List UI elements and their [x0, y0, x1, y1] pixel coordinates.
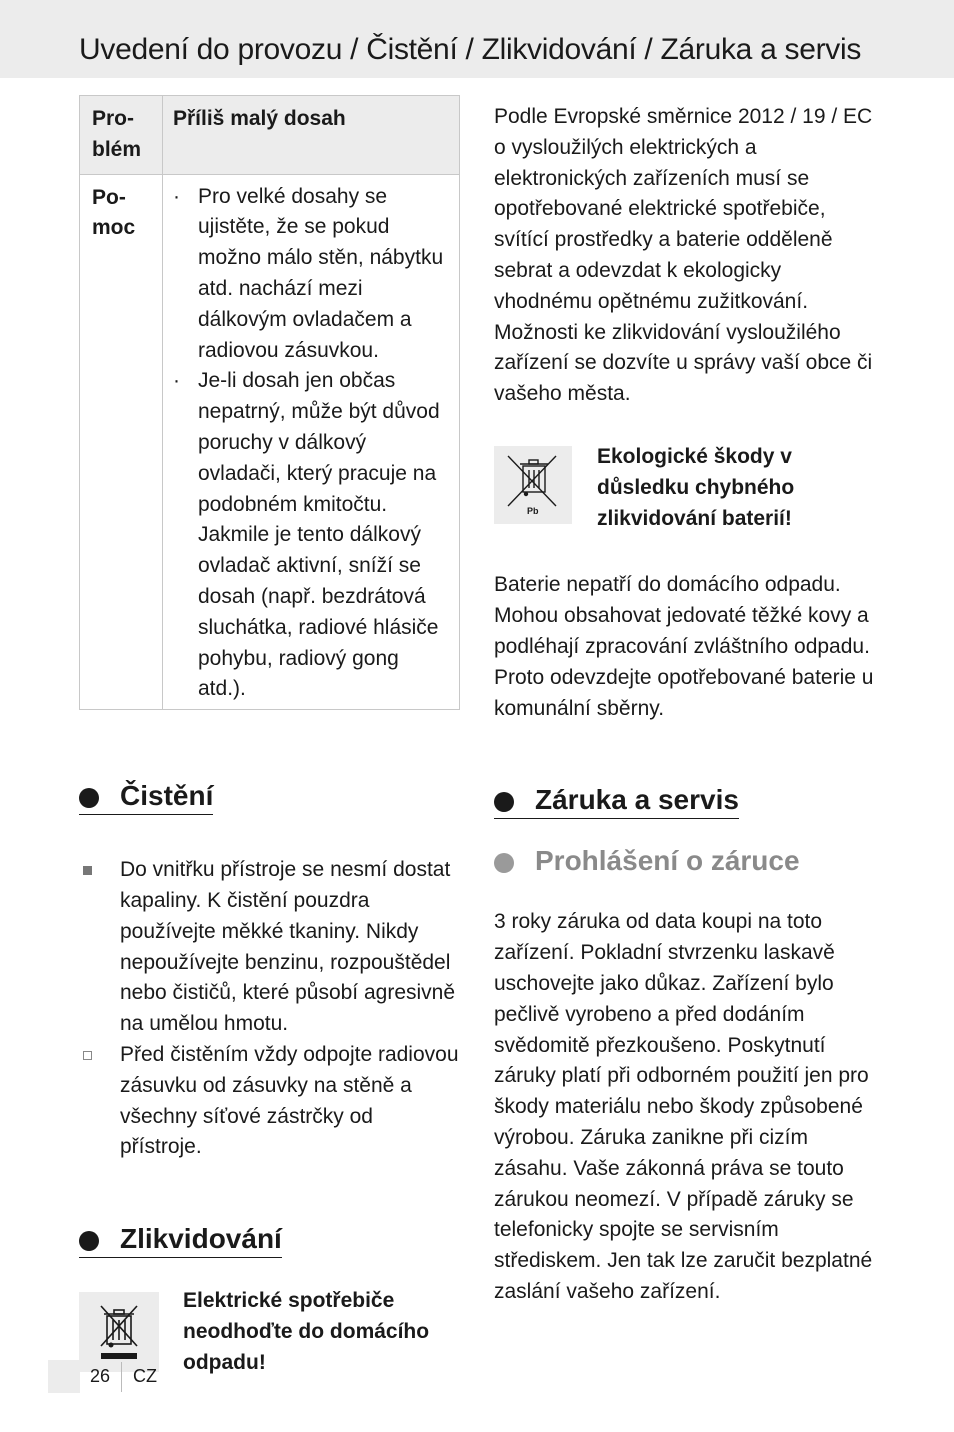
- trouble-table: [79, 95, 460, 710]
- square-bullet-icon: [83, 866, 92, 875]
- right-column: [494, 102, 878, 1308]
- crossed-out-wheelie-bin-icon: [79, 1292, 159, 1372]
- table-row: [80, 96, 460, 175]
- battery-notice: [494, 446, 878, 534]
- battery-paragraph: Baterie nepatří do domácího odpadu. Mohou obsahovat jedovaté těžké kovy a podléhají zpracování zvláštního odpadu. Proto odevzdejte opotřebované baterie u komunální sběrny.: [494, 573, 874, 720]
- heading-bullet-icon: [79, 788, 99, 808]
- footer-box: [48, 1360, 80, 1393]
- list-item: · Je-li dosah jen občas nepatrný, může být důvod poruchy v dálkový ovladači, který pracuje na podobném kmitočtu. Jakmile je tento dálkový ovladač aktivní, sníží se dosah (např. bezdrátová sluchátka, radiové hlásiče pohybu, radiový gong atd.).: [173, 366, 451, 705]
- cleaning-section: [79, 780, 460, 1163]
- footer-divider: [121, 1362, 122, 1392]
- page-title: Uvedení do provozu / Čistění / Zlikvidování / Záruka a servis: [79, 33, 862, 66]
- language-code: CZ: [133, 1366, 157, 1386]
- disposal-warning: Elektrické spotřebiče neodhoďte do domácího odpadu!: [183, 1289, 430, 1374]
- list-item: Do vnitřku přístroje se nesmí dostat kapaliny. K čistění pouzdra používejte měkké tkaniny. Nikdy nepoužívejte benzinu, rozpouštědel nebo čističů, které působí agresivně na umělou hmotu.: [79, 855, 460, 1040]
- cleaning-heading: Čistění: [79, 780, 213, 815]
- list-item: Před čistěním vždy odpojte radiovou zásuvku od zásuvky na stěně a všechny síťové zástrčky od přístroje.: [79, 1040, 460, 1163]
- disposal-heading: Zlikvidování: [79, 1223, 282, 1258]
- list-item: · Pro velké dosahy se ujistěte, že se pokud možno málo stěn, nábytku atd. nachází mezi dálkovým ovladačem a radiovou zásuvkou.: [173, 182, 451, 367]
- warranty-paragraph: 3 roky záruka od data koupi na toto zařízení. Pokladní stvrzenku laskavě uschovejte jako důkaz. Zařízení bylo pečlivě vyrobeno a před dodáním svědomitě přezkoušeno. Poskytnutí záruky platí při odborném použití jen pro škody materiálu nebo škody způsobené výrobou. Záruka zanikne při cizím zásahu. Vaše zákonná práva se touto zárukou neomezí. V případě záruky se telefonicky spojte se servisním střediskem. Jen tak lze zaručit bezplatné zaslání vašeho zařízení.: [494, 910, 873, 1303]
- table-row: [80, 174, 460, 710]
- solution-list: [173, 182, 451, 706]
- checkbox-square-icon: [83, 1051, 92, 1060]
- bullet-dot: ·: [173, 184, 180, 208]
- cleaning-list: [79, 855, 460, 1163]
- solution-label: Po- moc: [80, 174, 163, 710]
- left-column: [79, 95, 460, 1379]
- subheading-bullet-icon: [494, 853, 514, 873]
- problem-label: Pro- blém: [80, 96, 163, 175]
- problem-text: Příliš malý dosah: [163, 96, 460, 175]
- heading-bullet-icon: [494, 792, 514, 812]
- page-number: 26: [90, 1366, 111, 1386]
- disposal-section: [79, 1223, 460, 1378]
- crossed-out-bin-pb-icon: [494, 446, 572, 524]
- warranty-section: [494, 784, 878, 1307]
- warranty-heading: Záruka a servis: [494, 784, 739, 819]
- solution-cell: [163, 174, 460, 710]
- warranty-subheading: Prohlášení o záruce: [494, 845, 878, 877]
- heading-bullet-icon: [79, 1231, 99, 1251]
- directive-paragraph: Podle Evropské směrnice 2012 / 19 / EC o vysloužilých elektrických a elektronických zařízeních musí se opotřebované elektrické spotřebiče, svítící prostředky a baterie odděleně sebrat a odevzdat k ekologicky vhodnému opětnému zužitkování. Možnosti ke zlikvidování vysloužilého zařízení se dozvíte u správy vaší obce či vašeho města.: [494, 105, 873, 406]
- battery-warning: Ekologické škody v důsledku chybného zlikvidování baterií!: [597, 444, 795, 530]
- pb-label: Pb: [527, 505, 539, 516]
- bullet-dot: ·: [173, 369, 180, 393]
